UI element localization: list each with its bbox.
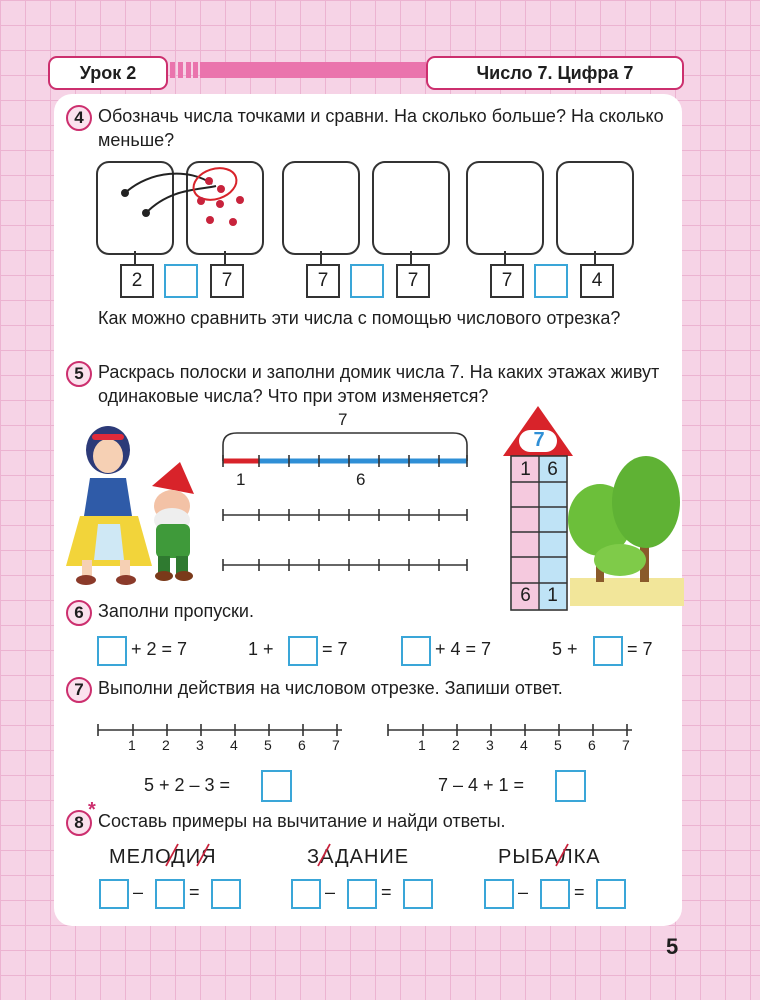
answer-box[interactable] — [593, 636, 623, 666]
tick-label: 4 — [230, 737, 238, 753]
equation-text: = 7 — [322, 639, 348, 659]
equation-text: = 7 — [627, 639, 653, 659]
minus-sign: – — [133, 882, 144, 902]
tick-label: 7 — [622, 737, 630, 753]
tick-label: 7 — [332, 737, 340, 753]
segment-right-label: 6 — [356, 470, 366, 489]
tick-label: 5 — [554, 737, 562, 753]
segment-left-label: 1 — [236, 470, 246, 489]
number-box: 7 — [306, 264, 340, 298]
answer-box[interactable] — [484, 879, 514, 909]
answer-box[interactable] — [211, 879, 241, 909]
number-box: 7 — [210, 264, 244, 298]
answer-box[interactable] — [288, 636, 318, 666]
tick-label: 6 — [588, 737, 596, 753]
segment-total-label: 7 — [338, 410, 348, 429]
expression: 7 – 4 + 1 = — [438, 775, 525, 795]
answer-box[interactable] — [291, 879, 321, 909]
task-number: 4 — [66, 105, 92, 131]
task6-text: Заполни пропуски. — [98, 601, 254, 621]
number-lines — [90, 718, 650, 748]
tick-label: 1 — [418, 737, 426, 753]
answer-box[interactable] — [99, 879, 129, 909]
task-number: 5 — [66, 361, 92, 387]
equals-sign: = — [381, 882, 392, 902]
task-number: 6 — [66, 600, 92, 626]
answer-box[interactable] — [347, 879, 377, 909]
house-cell: 1 — [520, 459, 531, 480]
task-word: МЕЛОДИЯ — [109, 846, 217, 868]
task-word: РЫБАЛКА — [498, 846, 601, 868]
house-cell: 1 — [547, 585, 558, 606]
tick-label: 5 — [264, 737, 272, 753]
equation-text: + 2 = 7 — [131, 639, 188, 659]
answer-box[interactable] — [97, 636, 127, 666]
answer-box[interactable] — [555, 770, 586, 802]
task-number: 8 — [66, 810, 92, 836]
tick-label: 2 — [162, 737, 170, 753]
answer-box[interactable] — [261, 770, 292, 802]
equation-text: + 4 = 7 — [435, 639, 492, 659]
frame-connectors — [0, 0, 760, 300]
equals-sign: = — [189, 882, 200, 902]
task-word: ЗАДАНИЕ — [307, 846, 410, 868]
equation-text: 5 + — [552, 639, 578, 659]
task4-question: Как можно сравнить эти числа с помощью числового отрезка? — [98, 308, 621, 328]
trees-illustration — [560, 450, 690, 610]
answer-box[interactable] — [596, 879, 626, 909]
tick-label: 6 — [298, 737, 306, 753]
crossed-letters — [0, 840, 760, 880]
tick-label: 3 — [196, 737, 204, 753]
tick-label: 4 — [520, 737, 528, 753]
equation-text: 1 + — [248, 639, 274, 659]
task5-text: Раскрась полоски и заполни домик числа 7. На каких этажах живут одинаковые числа? Что при этом изменяется? — [98, 362, 660, 406]
answer-box[interactable] — [401, 636, 431, 666]
tick-label: 1 — [128, 737, 136, 753]
equals-sign: = — [574, 882, 585, 902]
number-box: 7 — [490, 264, 524, 298]
answer-box[interactable] — [155, 879, 185, 909]
task-number: 7 — [66, 677, 92, 703]
answer-box[interactable] — [403, 879, 433, 909]
minus-sign: – — [325, 882, 336, 902]
compare-box[interactable] — [164, 264, 198, 298]
minus-sign: – — [518, 882, 529, 902]
answer-box[interactable] — [540, 879, 570, 909]
house-cell: 6 — [547, 459, 558, 480]
house-cell: 6 — [520, 585, 531, 606]
task7-text: Выполни действия на числовом отрезке. Запиши ответ. — [98, 678, 563, 698]
compare-box[interactable] — [350, 264, 384, 298]
compare-box[interactable] — [534, 264, 568, 298]
number-box: 2 — [120, 264, 154, 298]
house-number: 7 — [533, 429, 545, 451]
expression: 5 + 2 – 3 = — [144, 775, 231, 795]
number-box: 4 — [580, 264, 614, 298]
tick-label: 3 — [486, 737, 494, 753]
lesson-label: Урок 2 — [48, 56, 168, 90]
snow-white-gnome-illustration — [60, 420, 220, 590]
number-box: 7 — [396, 264, 430, 298]
number-segments — [215, 405, 475, 575]
task8-text: Составь примеры на вычитание и найди ответы. — [98, 811, 506, 831]
page-title: Число 7. Цифра 7 — [426, 56, 684, 90]
task4-text: Обозначь числа точками и сравни. На сколько больше? На сколько меньше? — [98, 106, 664, 150]
page-number: 5 — [666, 934, 679, 959]
star-mark: * — [88, 799, 96, 821]
tick-label: 2 — [452, 737, 460, 753]
